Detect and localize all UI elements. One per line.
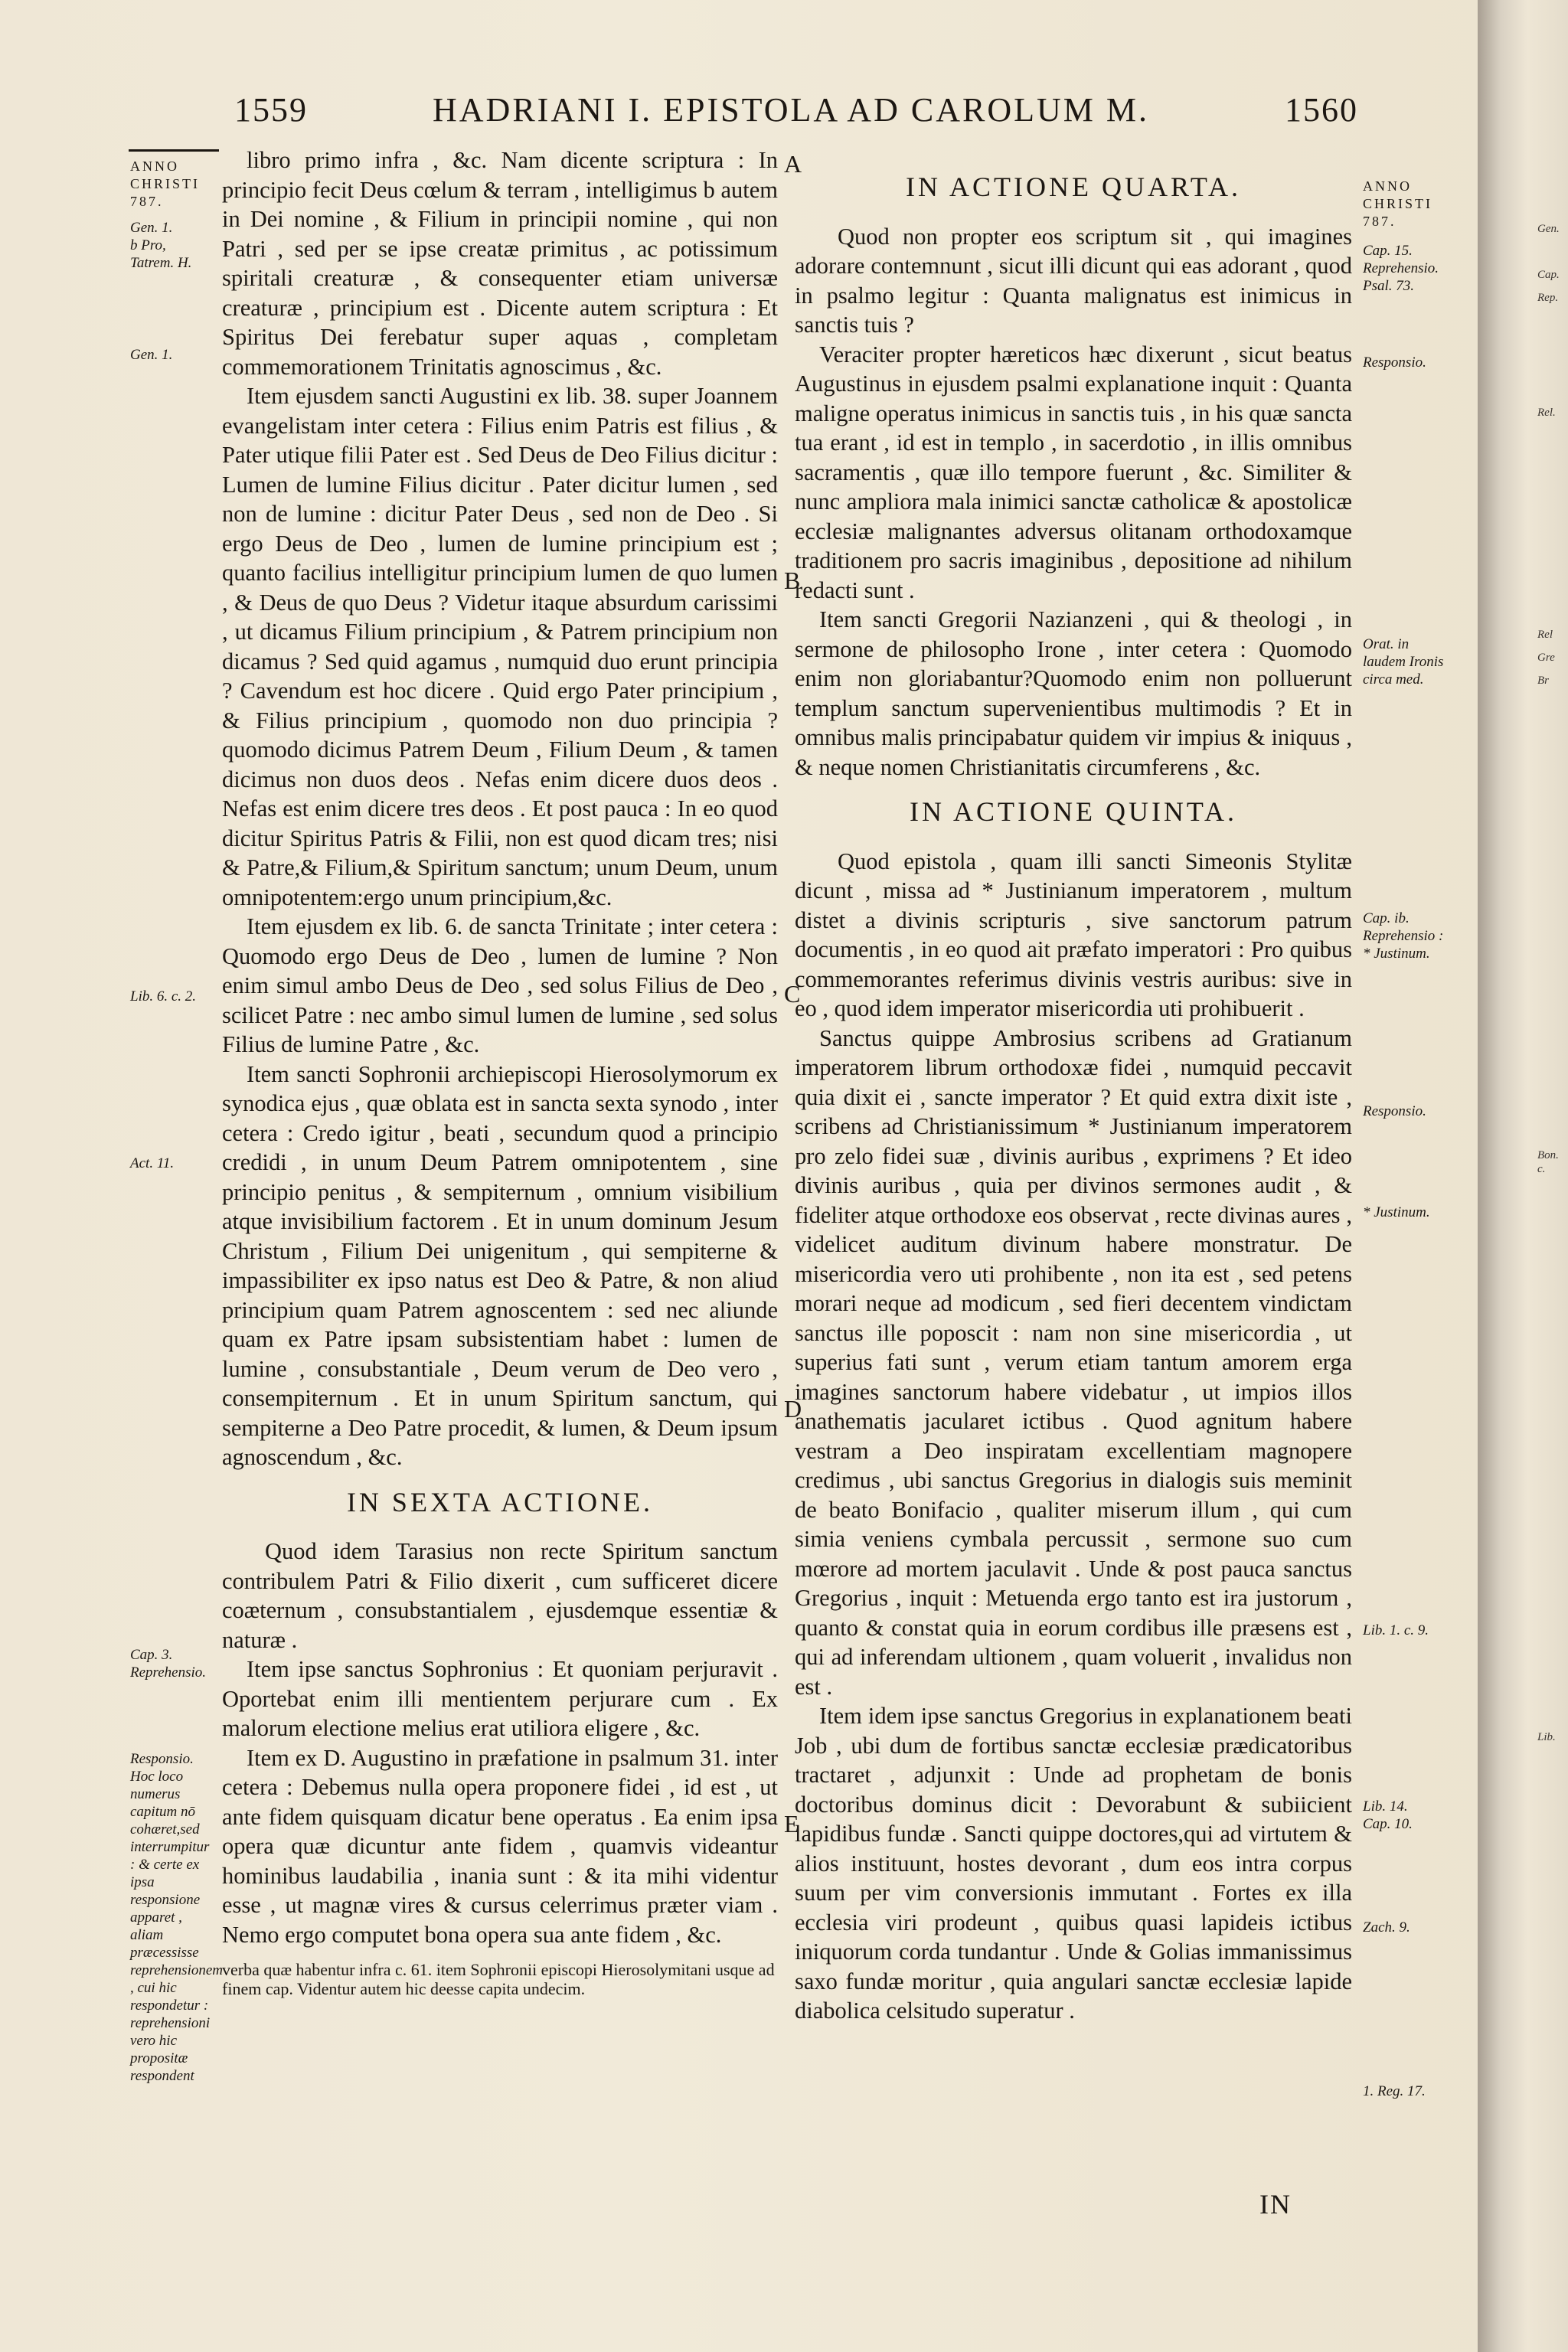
edge-fragment: Lib. bbox=[1537, 1731, 1556, 1743]
next-page-edge bbox=[1478, 0, 1568, 2352]
section-letter: E bbox=[784, 1810, 799, 1838]
section-letter: B bbox=[784, 567, 801, 594]
right-margin-note: Orat. in laudem Ironis circa med. bbox=[1363, 636, 1444, 688]
paragraph: Quod non propter eos scriptum sit , qui imagines adorare contemnunt , sicut illi dicunt qui eas adorant , quod in psalmo legitur : Quanta malignatus est inimicus in sanctis tuis ? bbox=[795, 223, 1352, 338]
paragraph: Veraciter propter hæreticos hæc dixerunt , sicut beatus Augustinus in ejusdem psalmi explanatione inquit : Quanta maligne operatus inimicus in sanctis tuis , in his quæ sancta tua erant , id est in templo , in sacerdotio , in illis omnibus sacramentis , quæ illo tempore fuerunt , &c. Similiter & nunc ampliora mala inimici sanctæ catholicæ & apostolicæ ecclesiæ malignantes adversus olitanam orthodoxamque traditionem pro sacris imaginibus , depositione ad nihilum redacti sunt . bbox=[795, 341, 1352, 603]
right-margin-note: Responsio. bbox=[1363, 1103, 1426, 1119]
left-margin-note: Lib. 6. c. 2. bbox=[130, 988, 197, 1004]
left-margin-note: Act. 11. bbox=[130, 1155, 175, 1171]
paragraph: Item sancti Gregorii Nazianzeni , qui & theologi , in sermone de philosopho Irone , inter cetera : Quomodo enim non gloriabantur?Quomodo enim non polluerunt templum sanctum supervenientibus multimodis ? Et in omnibus malis principabatur quidem vir impius & iniquus , & neque nomen Christianitatis circumferens , &c. bbox=[795, 606, 1352, 780]
section-heading: IN ACTIONE QUINTA. bbox=[909, 796, 1238, 827]
edge-fragment: Rel. bbox=[1537, 407, 1556, 419]
right-margin-note: Zach. 9. bbox=[1363, 1919, 1410, 1936]
footnote: verba quæ habentur infra c. 61. item Sophronii episcopi Hierosolymitani usque ad finem cap. Videntur autem hic deesse capita undecim. bbox=[222, 1960, 775, 1998]
right-margin-note: Cap. 15. Reprehensio. Psal. 73. bbox=[1363, 243, 1439, 294]
right-margin-note: Lib. 14. Cap. 10. bbox=[1363, 1798, 1413, 1832]
paragraph: libro primo infra , &c. Nam dicente scriptura : In principio fecit Deus cœlum & terram , intelligimus b autem in Dei nomine , & Filium in principii nomine , qui non Patri , sed per se ipse creatæ primitus , ac potissimum spiritali creaturæ , & consequenter etiam universæ creaturæ , principium est . Dicente autem scriptura : Et Spiritus Dei ferebatur super aquas , completam commemorationem Trinitatis agnoscimus , &c. bbox=[222, 147, 778, 380]
right-text-column bbox=[795, 172, 1352, 2026]
left-year-note: ANNO CHRISTI 787. bbox=[130, 158, 201, 209]
paragraph: Quod idem Tarasius non recte Spiritum sanctum contribulem Patri & Filio dixerit , cum sufficeret dicere coæternum , consubstantialem , ejusdemque essentiæ & naturæ . bbox=[222, 1538, 778, 1653]
running-title: HADRIANI I. EPISTOLA AD CAROLUM M. bbox=[433, 91, 1150, 129]
paragraph: Item sancti Sophronii archiepiscopi Hierosolymorum ex synodica ejus , quæ oblata est in sancta sexta synodo , inter cetera : Credo igitur , beati , secundum quod a principio credidi , in unum Deum Patrem omnipotentem , sine principio penitus , & sempiternum , omnium visibilium atque invisibilium factorem . Et in unum dominum Jesum Christum , Filium Dei unigenitum , qui sempiterne & impassibiliter ex ipso natus est Deo & Patre, & non aliud principium quam Patrem agnoscentem : sed nec aliunde quam ex Patre ipsam subsistentiam habet : lumen de lumine , consubstantiale , Deum verum de Deo vero , consempiternum . Et in unum Spiritum sanctum, qui sempiterne a Deo Patre procedit, & lumen, & Deum ipsum agnoscendum , &c. bbox=[222, 1060, 778, 1470]
edge-fragment: Br bbox=[1537, 675, 1549, 687]
margin-rule bbox=[129, 149, 219, 152]
left-margin-note: Gen. 1. b Pro, Tatrem. H. bbox=[130, 220, 192, 271]
section-letter: A bbox=[784, 150, 802, 178]
right-margin-note: * Justinum. bbox=[1363, 1204, 1430, 1220]
paragraph: Sanctus quippe Ambrosius scribens ad Gratianum imperatorem librum orthodoxæ fidei , numquid peccavit quia dixit ei , sancte imperator ? Et quid extra dixit iste , scribens ad Christianissimum * Justinianum imperatorem pro zelo fidei suæ , divinis auribus , exprimens ? Et ideo divinis auribus , quia per divinos sermones audit , & fideliter atque orthodoxe eos observat , recte divinas aures , videlicet auditum divinum habere monstratur. De misericordia vero uti prohibente , non ita est , sed petens morari neque ad modicum , sed fieri decentem vindictam sanctus ille poposcit : nam non sine misericordia , ut superius fati sunt , verum etiam tantum amorem erga imagines sanctorum habere videbatur , ut impios illos anathematis jacularet ictibus . Quod agnitum habere vestram a Deo inspiratam excellentiam magnopere credimus , ubi sanctus Gregorius in dialogis suis meminit de beato Bonifacio , qualiter miserum illum , qui cum simia veniens cymbala percussit , sermone suo cum mœrore ad mortem jaculavit . Unde & post pauca sanctus Gregorius , inquit : Metuenda ergo tanto est ira justorum , quanto & constat quia in eorum cordibus ille præsens est , qui ad inferendam ultionem , quam voluerit , invalidus non est . bbox=[795, 1024, 1352, 1700]
section-letter: D bbox=[784, 1395, 802, 1423]
section-heading: IN ACTIONE QUARTA. bbox=[906, 172, 1241, 202]
right-margin-note: Responsio. bbox=[1363, 354, 1426, 371]
left-margin-note: Gen. 1. bbox=[130, 347, 173, 363]
right-margin-note: 1. Reg. 17. bbox=[1363, 2083, 1426, 2099]
paragraph: Quod epistola , quam illi sancti Simeonis Stylitæ dicunt , missa ad * Justinianum imperatorem , multum distet a divinis scripturis , sive sanctorum patrum documentis , in eo quod ait præfato imperatori : Pro quibus commemorantes referimus divinis vestris auribus: sive in eo , quod idem imperator misericordia uti prohibuerit . bbox=[795, 848, 1352, 1021]
edge-fragment: Bon. c. bbox=[1537, 1149, 1559, 1175]
section-letter: C bbox=[784, 980, 801, 1008]
left-page-number: 1559 bbox=[234, 91, 308, 129]
paragraph: Item ipse sanctus Sophronius : Et quoniam perjuravit . Oportebat enim illi mentientem perjurare cum . Ex malorum electione melius erat utiliora eligere , &c. bbox=[222, 1656, 778, 1741]
paragraph: Item ejusdem ex lib. 6. de sancta Trinitate ; inter cetera : Quomodo ergo Deus de Deo , lumen de lumine ? Non enim simul ambo Deus de Deo , sed solus Filius de Deo , scilicet Patre : nec ambo simul lumen de lumine , sed solus Filius de lumine Patre , &c. bbox=[222, 913, 778, 1057]
paragraph: Item ex D. Augustino in præfatione in psalmum 31. inter cetera : Debemus nulla opera proponere fidei , id est , ut ante fidem quisquam dicatur bene operatus . Ea enim ipsa opera quæ dicuntur ante fidem , quamvis videantur hominibus laudabilia , inania sunt : & ita mihi videntur esse , ut magnæ vires & cursus celerrimus præter viam . Nemo ergo computet bona opera sua ante fidem , &c. bbox=[222, 1744, 778, 1948]
edge-fragment: Gre bbox=[1537, 652, 1555, 664]
left-text-column bbox=[222, 145, 778, 1998]
catchword: IN bbox=[1259, 2189, 1292, 2220]
section-heading: IN SEXTA ACTIONE. bbox=[346, 1486, 654, 1517]
paragraph: Item idem ipse sanctus Gregorius in explanationem beati Job , ubi dum de fortibus sanctæ ecclesiæ prædicatoribus tractaret , adjunxit : Unde ad prophetam de bonis doctoribus dominus dicit : Devorabunt & subiicient lapidibus fundæ . Sancti quippe doctores,qui ad virtutem & alios instituunt, hostes devorant , dum eos intra corpus suum per vim conversionis immutant . Fortes ex illa ecclesia viri prodeunt , quibus quasi lapideis ictibus iniquorum corda tundantur . Unde & Golias immanissimus saxo fundæ moritur , quia angulari sanctæ ecclesiæ lapide diabolica celsitudo superatur . bbox=[795, 1703, 1352, 2024]
right-margin-note: Lib. 1. c. 9. bbox=[1363, 1622, 1429, 1638]
edge-fragment: Cap. bbox=[1537, 269, 1560, 281]
right-margin-note: Cap. ib. Reprehensio : * Justinum. bbox=[1363, 910, 1444, 962]
edge-fragment: Gen. bbox=[1537, 223, 1560, 235]
edge-fragment: Rel bbox=[1537, 629, 1553, 641]
paragraph: Item ejusdem sancti Augustini ex lib. 38. super Joannem evangelistam inter cetera : Filius enim Patris est filius , & Pater utique filii Pater est . Sed Deus de Deo Filius dicitur : Lumen de lumine Filius dicitur . Pater dicitur lumen , sed non de lumine : dicitur Pater Deus , sed non de Deo . Si ergo Deus de Deo , lumen de lumine principium est ; quanto facilius intelligitur principium lumen de quo lumen , & Deus de quo Deus ? Videtur itaque absurdum carissimi , ut dicamus Filium principium , & Patrem principium non dicamus ? Sed quid agamus , numquid duo erunt principia ? Cavendum est hoc dicere . Quid ergo Pater principium , & Filius principium , quomodo non duo principia ? quomodo dicimus Patrem Deum , Filium Deum , & tamen dicimus non duos deos . Nefas enim dicere duos deos . Nefas est enim dicere tres deos . Et post pauca : In eo quod dicitur Spiritus Patris & Filii, non est quod dicam tres; nisi & Patre,& Filium,& Spiritum sanctum; unum Deum, unum omnipotentem:ergo unum principium,&c. bbox=[222, 383, 778, 910]
edge-fragment: Rep. bbox=[1537, 292, 1559, 304]
right-year-note: ANNO CHRISTI 787. bbox=[1363, 178, 1433, 229]
left-margin-note: Cap. 3. Reprehensio. bbox=[130, 1647, 207, 1681]
left-margin-note: Responsio. Hoc loco numerus capitum nō cohæret,sed interrumpitur : & certe ex ipsa responsione apparet , aliam præcessisse reprehensionem , cui hic respondetur : reprehensioni vero hic propositæ respondent bbox=[130, 1751, 224, 2084]
right-page-number: 1560 bbox=[1285, 91, 1358, 129]
